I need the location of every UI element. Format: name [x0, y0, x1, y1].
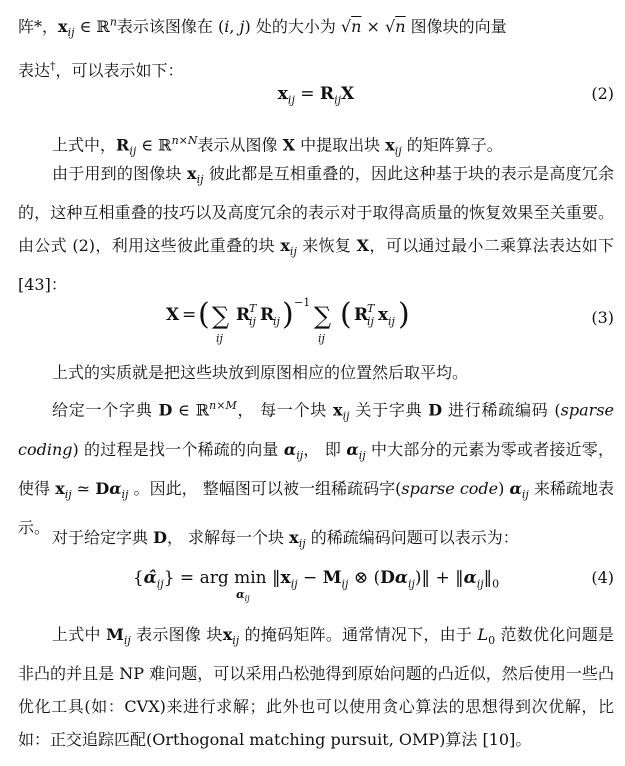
- svg-text:∑: ∑: [314, 302, 332, 330]
- paragraph-2: 上式中，$R_{ij}$ ∈ ℝ$^{n\times N}$表示从图像 X 中提取出块 $x_{ij}$ 的矩阵算子。: [52, 134, 503, 158]
- equation-2-number: (2): [591, 84, 614, 103]
- paragraph-5: 给定一个字典 D ∈ ℝ$^{n\times M}$， 每一个块 $x_{ij}$ 关于字典 D 进行稀疏编码 (sparse coding) 的过程是找一个稀疏的向量 $\alpha_{ij}$， 即 $\alpha_{ij}$ 中大部分的元素为零或者接近零， 使得 $x_{ij}$ ≃ $D\alpha_{ij}$ 。因此， 整幅图可以被一组稀疏码字(sparse code) $\alpha_{ij}$ 来稀疏地表示。: [18, 399, 615, 537]
- svg-text:R: R: [354, 305, 369, 325]
- paragraph-1: [18, 6, 614, 87]
- equation-3-number: (3): [591, 308, 614, 327]
- equation-2: $x_{ij} = R_{ij}X$ (2): [277, 84, 614, 107]
- svg-text:(: (: [198, 297, 210, 332]
- equation-4-number: (4): [591, 568, 614, 587]
- p1-line2: 表达†，可以表示如下：: [18, 59, 184, 80]
- paragraph-4: 上式的实质就是把这些块放到原图相应的位置然后取平均。: [52, 363, 469, 382]
- equation-4: $\{\alphâ_{ij}\}$ = arg min $\alpha_{ij}$ $‖x_{ij} - M_{ij}$ ⊗ $(D\alpha_{ij})‖$ + $‖\alpha_{ij}‖_0$ (4): [132, 568, 614, 604]
- svg-text:R: R: [260, 305, 275, 325]
- svg-text:(: (: [340, 297, 352, 332]
- equation-3: [18, 294, 614, 345]
- paragraph-6: 对于给定字典 D， 求解每一个块 $x_{ij}$ 的稀疏编码问题可以表示为：: [52, 528, 519, 551]
- svg-text:T: T: [367, 302, 375, 315]
- paragraph-3: 由于用到的图像块 $x_{ij}$ 彼此都是互相重叠的，因此这种基于块的表示是高度冗余的，这种互相重叠的技巧以及高度冗余的表示对于取得高质量的恢复效果至关重要。由公式 (2)，利用这些彼此重叠的块 $x_{ij}$ 来恢复 X，可以通过最小二乘算法表达如下[43]：: [18, 164, 614, 295]
- svg-text:ij: ij: [367, 315, 374, 328]
- svg-text:ij: ij: [318, 332, 325, 345]
- svg-text:∑: ∑: [212, 302, 230, 330]
- svg-text:X: X: [166, 305, 180, 325]
- svg-text:−1: −1: [294, 296, 311, 309]
- svg-text:ij: ij: [216, 332, 223, 345]
- svg-text:x: x: [378, 305, 389, 325]
- svg-text:ij: ij: [388, 315, 395, 328]
- svg-text:ij: ij: [249, 315, 256, 328]
- svg-text:T: T: [249, 302, 257, 315]
- paragraph-7: 上式中 $M_{ij}$ 表示图像 块$x_{ij}$ 的掩码矩阵。通常情况下，由于 $L_0$ 范数优化问题是非凸的并且是 NP 难问题，可以采用凸松弛得到原始问题的凸近似，然后使用一些凸优化工具(如：CVX)来进行求解；此外也可以使用贪心算法的思想得到次优解，比如：正交追踪匹配(Orthogonal matching pursuit, OMP)算法 [10]。: [18, 625, 614, 750]
- svg-text:=: =: [182, 305, 197, 325]
- svg-text:): ): [398, 297, 410, 332]
- svg-text:): ): [282, 297, 294, 332]
- equation-3-svg: [166, 294, 466, 350]
- svg-text:ij: ij: [273, 315, 280, 328]
- svg-text:R: R: [236, 305, 251, 325]
- p1-line1: 阵*，$x_{ij}$ ∈ ℝ$^n$表示该图像在 (i, j) 处的大小为 √n × √n 图像块的向量: [18, 16, 507, 40]
